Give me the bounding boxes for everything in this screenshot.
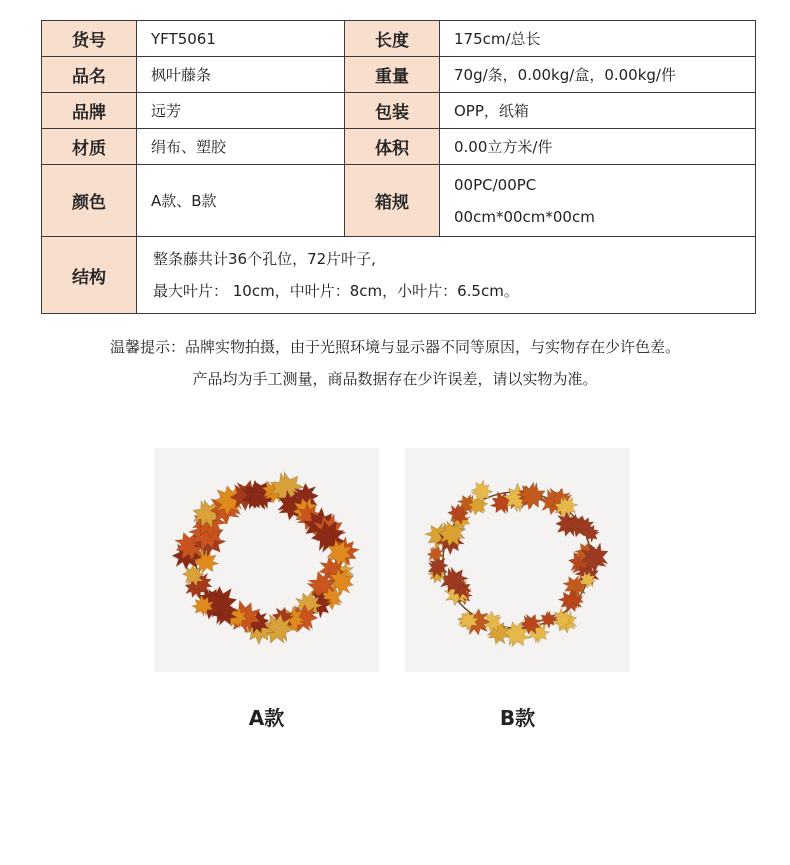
label-packaging: 包装 bbox=[345, 93, 440, 129]
notice-line-1: 温馨提示：品牌实物拍摄，由于光照环境与显示器不同等原因，与实物存在少许色差。 bbox=[109, 338, 680, 356]
value-material: 绢布、塑胶 bbox=[137, 129, 345, 165]
caption-a: A款 bbox=[248, 706, 285, 730]
table-row bbox=[42, 21, 756, 57]
label-structure: 结构 bbox=[42, 237, 137, 314]
value-item-no: YFT5061 bbox=[137, 21, 345, 57]
table-row bbox=[42, 165, 756, 237]
label-length: 长度 bbox=[345, 21, 440, 57]
value-volume: 0.00立方米/件 bbox=[440, 129, 756, 165]
value-length: 175cm/总长 bbox=[440, 21, 756, 57]
value-carton-spec bbox=[440, 165, 756, 237]
table-row bbox=[42, 129, 756, 165]
value-color: A款、B款 bbox=[137, 165, 345, 237]
product-image-b bbox=[405, 448, 630, 672]
caption-b: B款 bbox=[499, 706, 536, 730]
label-volume: 体积 bbox=[345, 129, 440, 165]
structure-line-2: 最大叶片： 10cm，中叶片：8cm，小叶片：6.5cm。 bbox=[153, 282, 519, 300]
value-packaging: OPP，纸箱 bbox=[440, 93, 756, 129]
value-product-name: 枫叶藤条 bbox=[137, 57, 345, 93]
label-weight: 重量 bbox=[345, 57, 440, 93]
value-weight: 70g/条，0.00kg/盒，0.00kg/件 bbox=[440, 57, 756, 93]
notice-line-2: 产品均为手工测量，商品数据存在少许误差，请以实物为准。 bbox=[192, 370, 598, 388]
label-brand: 品牌 bbox=[42, 93, 137, 129]
value-structure bbox=[137, 237, 756, 314]
table-row bbox=[42, 93, 756, 129]
label-color: 颜色 bbox=[42, 165, 137, 237]
product-image-a bbox=[154, 448, 379, 672]
label-material: 材质 bbox=[42, 129, 137, 165]
label-item-no: 货号 bbox=[42, 21, 137, 57]
structure-line-1: 整条藤共计36个孔位，72片叶子, bbox=[153, 250, 376, 268]
carton-size: 00cm*00cm*00cm bbox=[454, 207, 595, 226]
value-brand: 远芳 bbox=[137, 93, 345, 129]
carton-quantity: 00PC/00PC bbox=[454, 175, 537, 194]
spec-table bbox=[41, 20, 756, 314]
label-carton-spec: 箱规 bbox=[345, 165, 440, 237]
table-row bbox=[42, 57, 756, 93]
table-row bbox=[42, 237, 756, 314]
label-product-name: 品名 bbox=[42, 57, 137, 93]
